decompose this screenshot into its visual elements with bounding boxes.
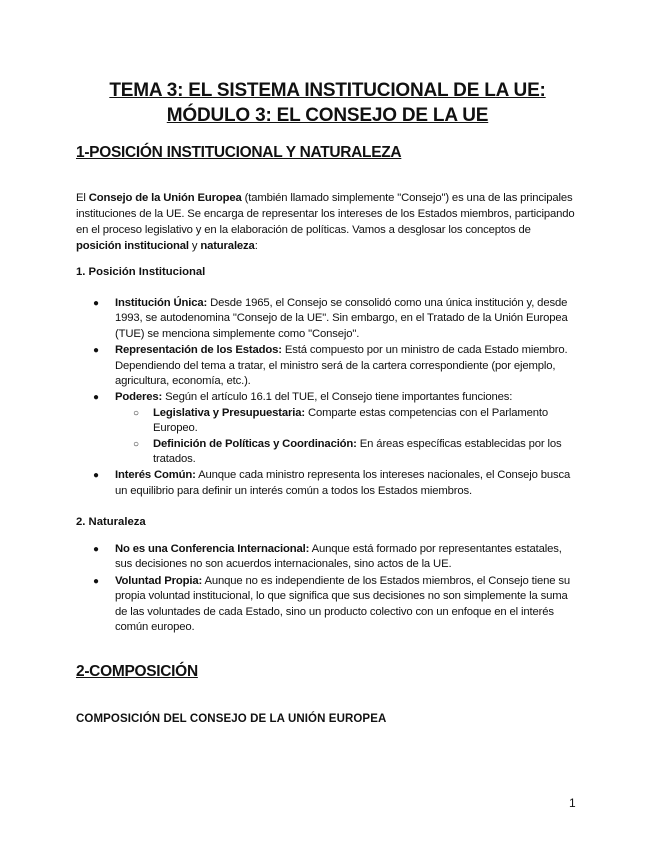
nature-list	[0, 542, 655, 636]
list-item-text: Aunque está formado por representantes estatales, sus decisiones no son acuerdos internacionales, sino actos de la UE.	[115, 543, 562, 571]
sublist-item	[115, 437, 573, 468]
subsection-2-heading: 2. Naturaleza	[76, 516, 146, 528]
intro-text-3: y	[188, 240, 201, 252]
sublist-item-bold: Legislativa y Presupuestaria:	[153, 406, 305, 419]
list-item	[0, 390, 575, 467]
list-item	[0, 542, 575, 573]
list-item	[0, 468, 575, 499]
sublist-item-text: Comparte estas competencias con el Parlamento Europeo.	[153, 406, 549, 435]
sublist-item-bold: Definición de Políticas y Coordinación:	[153, 437, 357, 450]
list-item-text: Desde 1965, el Consejo se consolidó como una única institución y, desde 1993, se autodenomina "Consejo de la UE". Sin embargo, en el Tratado de la Unión Europea (TUE) se menciona simplemente como "Consejo".	[115, 297, 568, 340]
list-item-bold: No es una Conferencia Internacional:	[115, 543, 310, 555]
intro-bold-2: posición institucional	[76, 240, 189, 252]
document-title-line-1: TEMA 3: EL SISTEMA INSTITUCIONAL DE LA UE:	[109, 80, 546, 101]
composition-heading: COMPOSICIÓN DEL CONSEJO DE LA UNIÓN EUROPEA	[76, 713, 387, 725]
document-title-line-2: MÓDULO 3: EL CONSEJO DE LA UE	[166, 105, 489, 126]
section-1-heading: 1-POSICIÓN INSTITUCIONAL Y NATURALEZA	[76, 144, 402, 161]
list-item	[0, 574, 575, 636]
intro-text-2: (también llamado simplemente "Consejo") es una de las principales instituciones de la UE. Se encarga de representar los intereses de los Estados miembros, participando en el proceso legislativo y en la elaboración de políticas. Vamos a desglosar los conceptos de	[76, 192, 575, 236]
list-item-text: Según el artículo 16.1 del TUE, el Consejo tiene importantes funciones:	[162, 391, 513, 404]
institutional-position-list	[0, 296, 655, 500]
intro-paragraph	[76, 190, 576, 254]
powers-sublist	[115, 406, 575, 468]
list-item	[0, 343, 575, 389]
list-item-bold: Poderes:	[115, 391, 163, 404]
circle-bullet-icon: ○	[133, 407, 139, 419]
sublist-item-text: En áreas específicas establecidas por los tratados.	[153, 437, 562, 466]
page-number: 1	[569, 796, 576, 810]
circle-bullet-icon: ○	[133, 438, 139, 450]
list-item	[0, 296, 575, 342]
bullet-icon: ●	[93, 392, 99, 404]
list-item-bold: Institución Única:	[115, 297, 208, 309]
list-item-text: Aunque cada ministro representa los intereses nacionales, el Consejo busca un equilibrio para definir un interés común a todos los Estados miembros.	[115, 469, 571, 497]
list-item-text: Aunque no es independiente de los Estados miembros, el Consejo tiene su propia voluntad institucional, lo que significa que sus decisiones no son simplemente la suma de las voluntades de cada Estado, sino un producto colectivo con un enfoque en el interés común europeo.	[115, 574, 571, 634]
bullet-icon: ●	[93, 544, 99, 555]
subsection-1-heading: 1. Posición Institucional	[76, 266, 206, 278]
bullet-icon: ●	[93, 470, 99, 482]
intro-bold-1: Consejo de la Unión Europea	[88, 192, 242, 204]
intro-bold-3: naturaleza	[200, 240, 255, 252]
sublist-item	[115, 406, 573, 437]
list-item-bold: Representación de los Estados:	[115, 344, 282, 357]
bullet-icon: ●	[93, 345, 99, 357]
list-item-bold: Interés Común:	[115, 469, 196, 482]
intro-text-1: El	[76, 192, 89, 204]
intro-text-4: :	[254, 240, 258, 252]
list-item-text: Está compuesto por un ministro de cada Estado miembro. Dependiendo del tema a tratar, el ministro será de la cartera correspondiente (por ejemplo, agricultura, economía, etc.).	[115, 344, 568, 388]
section-2-heading: 2-COMPOSICIÓN	[76, 663, 198, 680]
list-item-bold: Voluntad Propia:	[115, 574, 203, 587]
bullet-icon: ●	[93, 298, 99, 309]
bullet-icon: ●	[93, 575, 99, 587]
